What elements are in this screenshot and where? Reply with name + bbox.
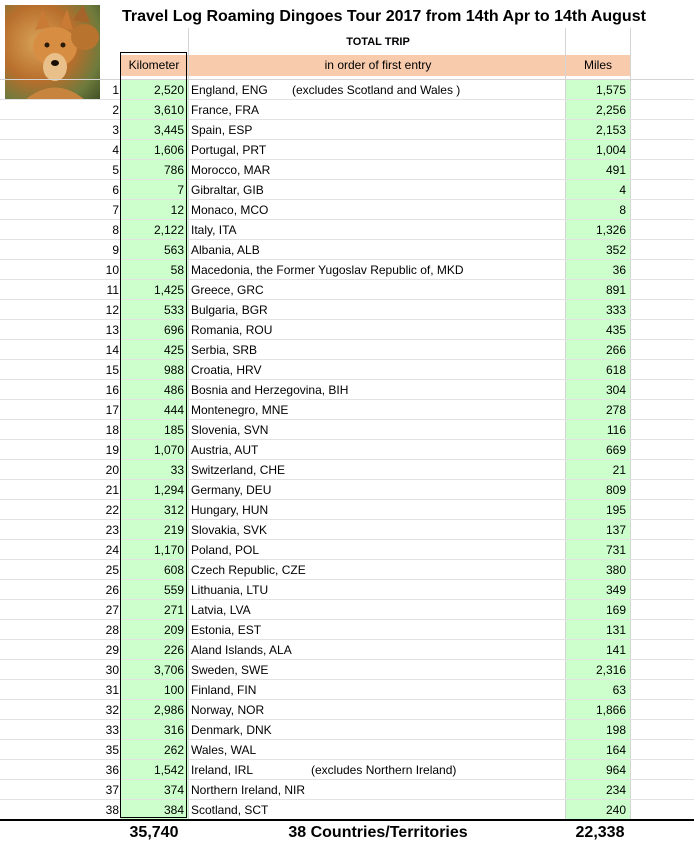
table-row — [0, 160, 694, 180]
row-number: 25 — [105, 563, 119, 577]
row-number: 19 — [105, 443, 119, 457]
row-kilometers: 2,122 — [153, 223, 184, 237]
row-number: 11 — [106, 283, 119, 297]
row-country: Morocco, MAR — [191, 163, 271, 177]
row-number: 3 — [112, 123, 119, 137]
table-row — [0, 720, 694, 740]
row-kilometers: 1,425 — [153, 283, 184, 297]
row-number: 9 — [112, 243, 119, 257]
row-miles: 198 — [605, 723, 626, 737]
row-miles: 21 — [612, 463, 626, 477]
table-row — [0, 420, 694, 440]
row-country: Slovakia, SVK — [191, 523, 268, 537]
row-number: 1 — [112, 83, 119, 97]
table-row — [0, 580, 694, 600]
row-number: 2 — [112, 103, 119, 117]
page-title: Travel Log Roaming Dingoes Tour 2017 from 14th Apr to 14th August — [122, 8, 646, 25]
row-kilometers: 2,520 — [153, 83, 184, 97]
row-kilometers: 12 — [170, 203, 184, 217]
row-kilometers: 3,610 — [153, 103, 184, 117]
row-country: Macedonia, the Former Yugoslav Republic of, MKD — [191, 263, 464, 277]
row-miles: 195 — [605, 503, 626, 517]
row-country: Hungary, HUN — [191, 503, 269, 517]
row-number: 27 — [105, 603, 119, 617]
row-country: Ireland, IRL — [191, 763, 254, 777]
row-country: Aland Islands, ALA — [191, 643, 292, 657]
row-number: 21 — [105, 483, 119, 497]
table-row — [0, 260, 694, 280]
row-miles: 891 — [605, 283, 626, 297]
row-miles: 164 — [605, 743, 626, 757]
table-row — [0, 440, 694, 460]
table-row — [0, 740, 694, 760]
row-kilometers: 559 — [163, 583, 184, 597]
row-country: Portugal, PRT — [191, 143, 267, 157]
table-row — [0, 600, 694, 620]
row-number: 26 — [105, 583, 119, 597]
header-order: in order of first entry — [324, 58, 432, 72]
row-country: Denmark, DNK — [191, 723, 272, 737]
row-miles: 169 — [605, 603, 626, 617]
table-row — [0, 360, 694, 380]
row-number: 16 — [105, 383, 119, 397]
table-row — [0, 700, 694, 720]
row-number: 4 — [112, 143, 119, 157]
data-rows — [0, 80, 694, 820]
table-row — [0, 120, 694, 140]
row-miles: 1,866 — [595, 703, 626, 717]
row-miles: 234 — [605, 783, 626, 797]
table-row — [0, 80, 694, 100]
row-country: Finland, FIN — [191, 683, 257, 697]
row-kilometers: 3,445 — [153, 123, 184, 137]
row-miles: 63 — [612, 683, 626, 697]
row-country: Italy, ITA — [191, 223, 237, 237]
row-number: 28 — [105, 623, 119, 637]
row-miles: 278 — [605, 403, 626, 417]
row-number: 5 — [112, 163, 119, 177]
row-number: 24 — [105, 543, 119, 557]
row-miles: 2,316 — [595, 663, 626, 677]
row-country: Slovenia, SVN — [191, 423, 269, 437]
row-country: Bosnia and Herzegovina, BIH — [191, 383, 349, 397]
row-country: Scotland, SCT — [191, 803, 269, 817]
row-kilometers: 533 — [163, 303, 184, 317]
row-country: Norway, NOR — [191, 703, 265, 717]
row-number: 12 — [105, 303, 119, 317]
row-miles: 304 — [605, 383, 626, 397]
row-country: Croatia, HRV — [191, 363, 262, 377]
table-row — [0, 760, 694, 780]
row-kilometers: 786 — [163, 163, 184, 177]
row-country: Sweden, SWE — [191, 663, 269, 677]
row-miles: 131 — [605, 623, 626, 637]
row-miles: 8 — [619, 203, 626, 217]
row-number: 22 — [105, 503, 119, 517]
row-number: 30 — [105, 663, 119, 677]
row-miles: 491 — [605, 163, 626, 177]
row-miles: 1,004 — [595, 143, 626, 157]
row-country: France, FRA — [191, 103, 260, 117]
total-separator — [0, 819, 694, 821]
row-country: Latvia, LVA — [191, 603, 251, 617]
row-miles: 2,153 — [595, 123, 626, 137]
row-kilometers: 271 — [163, 603, 184, 617]
row-kilometers: 58 — [170, 263, 184, 277]
row-miles: 137 — [605, 523, 626, 537]
table-row — [0, 560, 694, 580]
row-miles: 618 — [605, 363, 626, 377]
row-kilometers: 486 — [163, 383, 184, 397]
row-number: 14 — [105, 343, 119, 357]
row-country: Monaco, MCO — [191, 203, 269, 217]
row-kilometers: 185 — [163, 423, 184, 437]
row-kilometers: 312 — [163, 503, 184, 517]
header-miles: Miles — [583, 58, 612, 72]
row-country: Serbia, SRB — [191, 343, 258, 357]
row-country: Germany, DEU — [191, 483, 272, 497]
total-countries: 38 Countries/Territories — [288, 824, 468, 841]
total-trip-label: TOTAL TRIP — [346, 36, 410, 48]
row-miles: 435 — [605, 323, 626, 337]
row-note: (excludes Scotland and Wales ) — [292, 83, 461, 97]
table-row — [0, 620, 694, 640]
row-number: 37 — [105, 783, 119, 797]
table-row — [0, 240, 694, 260]
row-country: Northern Ireland, NIR — [191, 783, 306, 797]
row-country: Bulgaria, BGR — [191, 303, 268, 317]
row-kilometers: 374 — [163, 783, 184, 797]
row-country: Estonia, EST — [191, 623, 262, 637]
table-row — [0, 320, 694, 340]
row-kilometers: 33 — [170, 463, 184, 477]
row-number: 38 — [105, 803, 119, 817]
row-number: 7 — [112, 203, 119, 217]
row-miles: 964 — [605, 763, 626, 777]
row-country: Greece, GRC — [191, 283, 264, 297]
row-miles: 1,326 — [595, 223, 626, 237]
row-country: Poland, POL — [191, 543, 260, 557]
table-row — [0, 460, 694, 480]
row-country: England, ENG — [191, 83, 268, 97]
row-kilometers: 316 — [163, 723, 184, 737]
row-note: (excludes Northern Ireland) — [311, 763, 457, 777]
table-row — [0, 500, 694, 520]
row-kilometers: 1,070 — [153, 443, 184, 457]
row-kilometers: 226 — [163, 643, 184, 657]
row-country: Albania, ALB — [191, 243, 260, 257]
row-miles: 36 — [612, 263, 626, 277]
row-country: Czech Republic, CZE — [191, 563, 306, 577]
table-row — [0, 100, 694, 120]
row-kilometers: 696 — [163, 323, 184, 337]
table-row — [0, 680, 694, 700]
row-miles: 380 — [605, 563, 626, 577]
table-row — [0, 280, 694, 300]
row-country: Switzerland, CHE — [191, 463, 286, 477]
row-kilometers: 262 — [163, 743, 184, 757]
row-kilometers: 3,706 — [153, 663, 184, 677]
row-kilometers: 100 — [163, 683, 184, 697]
row-kilometers: 608 — [163, 563, 184, 577]
row-number: 6 — [112, 183, 119, 197]
row-kilometers: 219 — [163, 523, 184, 537]
row-number: 17 — [105, 403, 119, 417]
row-kilometers: 1,606 — [153, 143, 184, 157]
row-miles: 731 — [605, 543, 626, 557]
table-row — [0, 220, 694, 240]
row-number: 23 — [105, 523, 119, 537]
row-kilometers: 1,170 — [153, 543, 184, 557]
row-kilometers: 384 — [163, 803, 184, 817]
row-number: 33 — [105, 723, 119, 737]
row-kilometers: 563 — [163, 243, 184, 257]
table-row — [0, 660, 694, 680]
row-miles: 809 — [605, 483, 626, 497]
row-number: 29 — [105, 643, 119, 657]
row-miles: 2,256 — [595, 103, 626, 117]
row-number: 20 — [105, 463, 119, 477]
header-kilometer: Kilometer — [128, 58, 180, 72]
row-miles: 669 — [605, 443, 626, 457]
row-miles: 349 — [605, 583, 626, 597]
row-country: Wales, WAL — [191, 743, 257, 757]
row-number: 13 — [105, 323, 119, 337]
row-miles: 352 — [605, 243, 626, 257]
row-country: Lithuania, LTU — [191, 583, 269, 597]
row-miles: 240 — [605, 803, 626, 817]
table-row — [0, 400, 694, 420]
table-row — [0, 800, 694, 820]
row-kilometers: 1,542 — [153, 763, 184, 777]
row-kilometers: 7 — [177, 183, 184, 197]
row-kilometers: 425 — [163, 343, 184, 357]
row-kilometers: 209 — [163, 623, 184, 637]
row-miles: 266 — [605, 343, 626, 357]
row-number: 8 — [112, 223, 119, 237]
total-miles: 22,338 — [575, 824, 625, 841]
table-row — [0, 180, 694, 200]
row-kilometers: 444 — [163, 403, 184, 417]
row-kilometers: 2,986 — [153, 703, 184, 717]
table-row — [0, 300, 694, 320]
row-miles: 4 — [619, 183, 626, 197]
row-miles: 116 — [606, 423, 626, 437]
table-row — [0, 200, 694, 220]
table-row — [0, 520, 694, 540]
row-miles: 141 — [605, 643, 626, 657]
row-country: Spain, ESP — [191, 123, 253, 137]
row-number: 31 — [105, 683, 119, 697]
row-number: 18 — [105, 423, 119, 437]
row-number: 35 — [105, 743, 119, 757]
table-row — [0, 640, 694, 660]
total-kilometers: 35,740 — [129, 824, 179, 841]
row-miles: 1,575 — [595, 83, 626, 97]
table-row — [0, 480, 694, 500]
row-country: Gibraltar, GIB — [191, 183, 264, 197]
row-country: Austria, AUT — [191, 443, 259, 457]
row-number: 36 — [105, 763, 119, 777]
row-country: Romania, ROU — [191, 323, 273, 337]
row-number: 10 — [105, 263, 119, 277]
table-row — [0, 780, 694, 800]
row-kilometers: 988 — [163, 363, 184, 377]
row-country: Montenegro, MNE — [191, 403, 289, 417]
row-number: 15 — [105, 363, 119, 377]
table-row — [0, 340, 694, 360]
row-kilometers: 1,294 — [153, 483, 184, 497]
table-row — [0, 380, 694, 400]
table-row — [0, 540, 694, 560]
row-miles: 333 — [605, 303, 626, 317]
row-number: 32 — [105, 703, 119, 717]
table-row — [0, 140, 694, 160]
